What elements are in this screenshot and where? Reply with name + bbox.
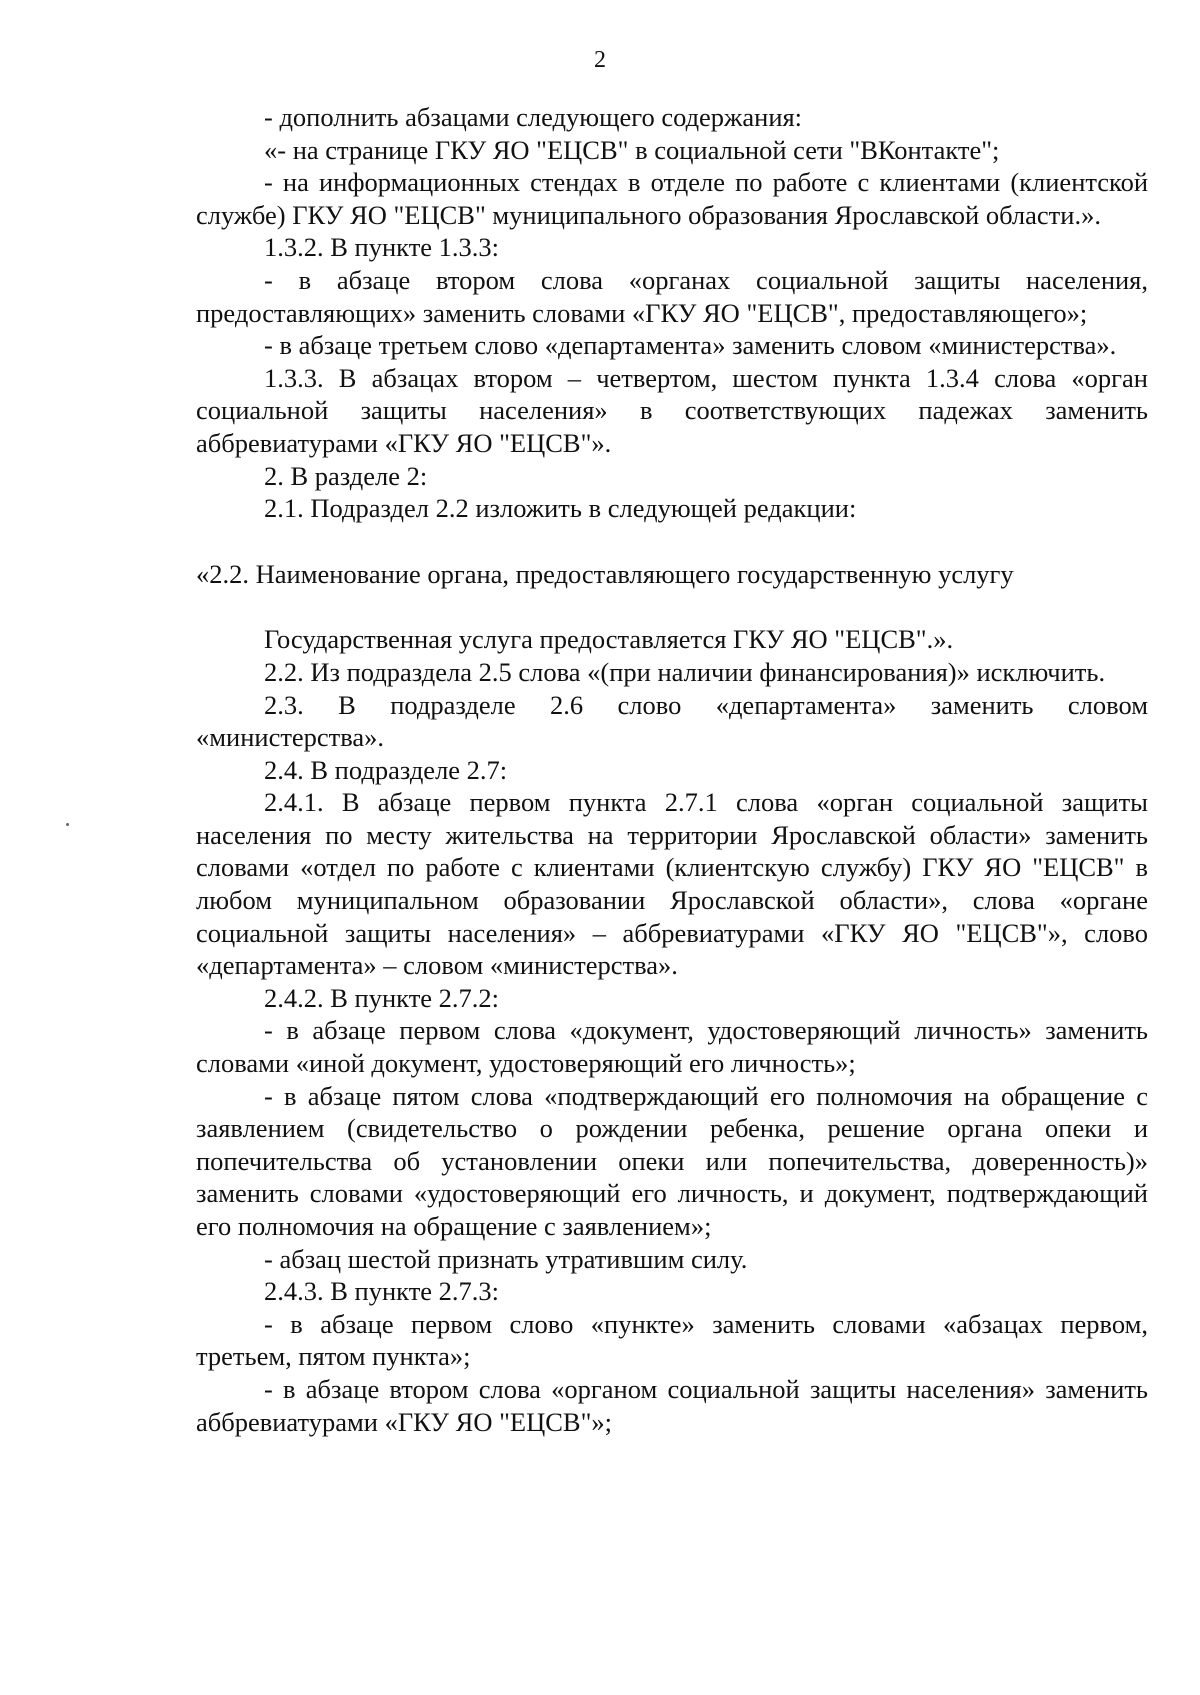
paragraph: «- на странице ГКУ ЯО "ЕЦСВ" в социальной сети "ВКонтакте"; bbox=[264, 134, 1000, 165]
paragraph: 2.4. В подразделе 2.7: bbox=[264, 754, 508, 785]
paragraph: 2.4.2. В пункте 2.7.2: bbox=[264, 982, 500, 1013]
paragraph: 2.3. В подразделе 2.6 слово «департамента» заменить словом «министерства». bbox=[196, 689, 1148, 753]
blank-line bbox=[196, 590, 1148, 623]
paragraph: 1.3.2. В пункте 1.3.3: bbox=[264, 232, 500, 263]
paragraph: - в абзаце втором слова «органом социальной защиты населения» заменить аббревиатурами «ГКУ ЯО "ЕЦСВ"»; bbox=[196, 1373, 1148, 1437]
blank-line bbox=[196, 525, 1148, 558]
paragraph: 2.4.3. В пункте 2.7.3: bbox=[264, 1276, 500, 1307]
paragraph: - в абзаце первом слова «документ, удостоверяющий личность» заменить словами «иной документ, удостоверяющий его личность»; bbox=[196, 1015, 1148, 1079]
section-heading: «2.2. Наименование органа, предоставляющего государственную услугу bbox=[196, 558, 1014, 589]
paragraph: - в абзаце втором слова «органах социальной защиты населения, предоставляющих» заменить словами «ГКУ ЯО "ЕЦСВ", предоставляющего»; bbox=[196, 264, 1148, 328]
paragraph: - в абзаце пятом слова «подтверждающий его полномочия на обращение с заявлением (свидетельство о рождении ребенка, решение органа опеки и попечительства об установлении опеки или попечительства, доверенность)» заменить словами «удостоверяющий его личность, и документ, подтверждающий его полномочия на обращение с заявлением»; bbox=[196, 1080, 1148, 1241]
document-body bbox=[196, 101, 1148, 1438]
page-number: 2 bbox=[594, 47, 606, 73]
paragraph: - дополнить абзацами следующего содержания: bbox=[264, 102, 803, 132]
paragraph: Государственная услуга предоставляется ГКУ ЯО "ЕЦСВ".». bbox=[264, 624, 954, 655]
paragraph: - в абзаце первом слово «пункте» заменить словами «абзацах первом, третьем, пятом пункта»; bbox=[196, 1308, 1148, 1372]
paragraph: 2.2. Из подраздела 2.5 слова «(при наличии финансирования)» исключить. bbox=[264, 656, 1106, 687]
paragraph: - в абзаце третьем слово «департамента» заменить словом «министерства». bbox=[264, 330, 1117, 361]
paragraph: - на информационных стендах в отделе по работе с клиентами (клиентской службе) ГКУ ЯО "ЕЦСВ" муниципального образования Ярославской области.». bbox=[196, 167, 1148, 230]
paragraph: - абзац шестой признать утратившим силу. bbox=[264, 1243, 748, 1274]
paragraph: 1.3.3. В абзацах втором – четвертом, шестом пункта 1.3.4 слова «орган социальной защиты населения» в соответствующих падежах заменить аббревиатурами «ГКУ ЯО "ЕЦСВ"». bbox=[196, 362, 1148, 458]
paragraph: 2.1. Подраздел 2.2 изложить в следующей редакции: bbox=[264, 493, 857, 524]
paragraph: 2.4.1. В абзаце первом пункта 2.7.1 слова «орган социальной защиты населения по месту жительства на территории Ярославской области» заменить словами «отдел по работе с клиентами (клиентскую службу) ГКУ ЯО "ЕЦСВ" в любом муниципальном образовании Ярославской области», слова «органе социальной защиты населения» – аббревиатурами «ГКУ ЯО "ЕЦСВ"», слово «департамента» – словом «министерства». bbox=[196, 787, 1148, 981]
paragraph: 2. В разделе 2: bbox=[264, 460, 428, 491]
scan-speck bbox=[66, 823, 69, 826]
